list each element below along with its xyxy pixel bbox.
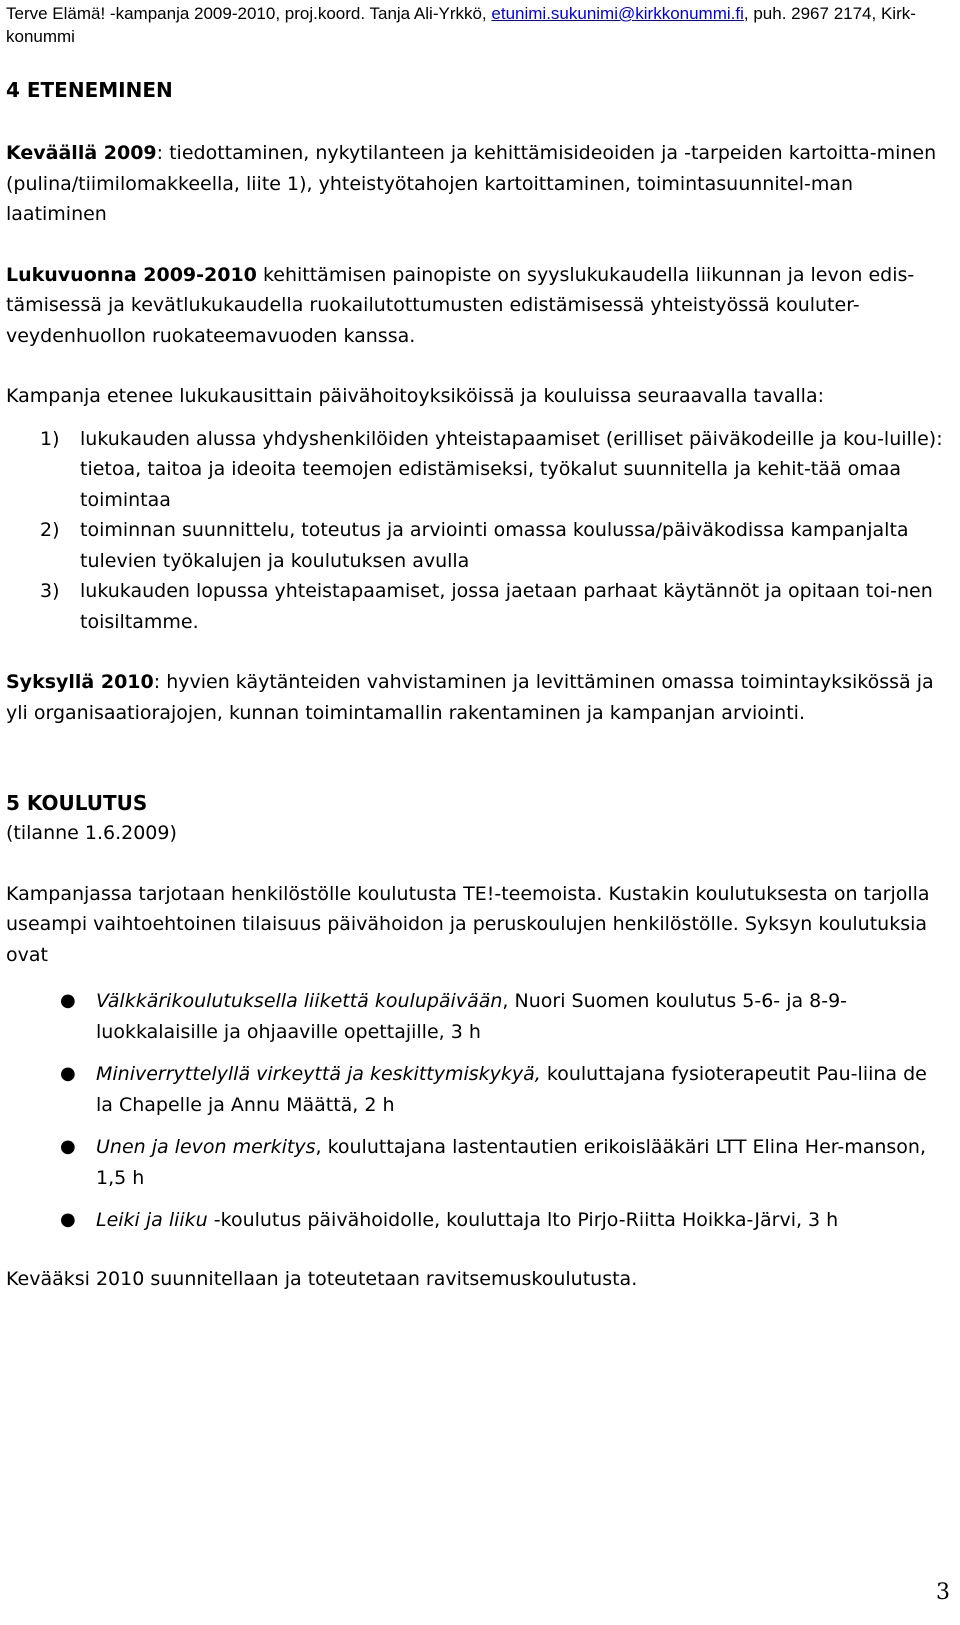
bullet-icon: ● xyxy=(60,1136,76,1157)
bullet-icon: ● xyxy=(60,990,76,1011)
list-item xyxy=(6,424,946,516)
training-list xyxy=(6,986,946,1236)
list-item xyxy=(6,515,946,576)
training-details: , Nuori Suomen koulutus 5-6- ja 8-9-luokkalaisille ja ohjaaville opettajille, 3 h xyxy=(96,990,848,1043)
section-heading-koulutus: 5 KOULUTUS xyxy=(6,791,148,815)
paragraph-autumn-2010 xyxy=(6,667,946,728)
paragraph-spring-2009 xyxy=(6,138,946,230)
step-text: lukukauden lopussa yhteistapaamiset, jossa jaetaan parhaat käytännöt ja opitaan toi-nen toisiltamme. xyxy=(80,580,933,633)
list-item xyxy=(6,1205,946,1236)
list-item xyxy=(6,1059,946,1120)
bullet-icon: ● xyxy=(60,1063,76,1084)
header-text-line2: konummi xyxy=(6,27,75,46)
step-number: 3) xyxy=(40,580,60,602)
paragraph-school-year xyxy=(6,260,946,352)
school-year-text: kehittämisen painopiste on syyslukukaudella liikunnan ja levon edis-tämisessä ja kevätlukukaudella ruokailutottumusten edistämisessä yhteistyössä kouluter-veydenhuollon ruokateemavuoden kanssa. xyxy=(6,263,915,347)
training-details: -koulutus päivähoidolle, kouluttaja lto Pirjo-Riitta Hoikka-Järvi, 3 h xyxy=(207,1209,839,1231)
training-title: Unen ja levon merkitys xyxy=(96,1136,316,1158)
header-text-phone: , puh. 2967 2174, Kirk- xyxy=(743,4,916,23)
status-date: (tilanne 1.6.2009) xyxy=(6,822,177,844)
page-number: 3 xyxy=(936,1580,950,1605)
training-title: Leiki ja liiku xyxy=(96,1209,208,1231)
autumn-text: : hyvien käytänteiden vahvistaminen ja levittäminen omassa toimintayksikössä ja yli organisaatiorajojen, kunnan toimintamallin rakentaminen ja kampanjan arviointi. xyxy=(6,671,934,724)
training-title: Välkkärikoulutuksella liikettä koulupäivään xyxy=(96,990,503,1012)
steps-list xyxy=(6,424,946,638)
step-number: 2) xyxy=(40,519,60,541)
training-title: Miniverryttelyllä virkeyttä ja keskittymiskykyä, xyxy=(96,1063,541,1085)
list-item xyxy=(6,986,946,1047)
spring-text: : tiedottaminen, nykytilanteen ja kehittämisideoiden ja -tarpeiden kartoitta-minen (pulina/tiimilomakkeella, liite 1), yhteistyötahojen kartoittaminen, toimintasuunnitel-man laatiminen xyxy=(6,142,937,225)
document-body xyxy=(6,72,946,1294)
autumn-label: Syksyllä 2010 xyxy=(6,671,154,693)
school-year-label: Lukuvuonna 2009-2010 xyxy=(6,263,257,286)
training-details: kouluttajana fysioterapeutit Pau-liina de la Chapelle ja Annu Määttä, 2 h xyxy=(96,1063,927,1116)
section-heading-eteneminen: 4 ETENEMINEN xyxy=(6,78,173,102)
email-link[interactable]: etunimi.sukunimi@kirkkonummi.fi xyxy=(491,4,744,23)
page-header xyxy=(6,2,946,48)
list-item xyxy=(6,1132,946,1193)
bullet-icon: ● xyxy=(60,1209,76,1230)
spring-label: Keväällä 2009 xyxy=(6,142,157,164)
header-text: Terve Elämä! -kampanja 2009-2010, proj.koord. Tanja Ali-Yrkkö, xyxy=(6,4,492,23)
step-number: 1) xyxy=(40,427,60,450)
paragraph-training-intro: Kampanjassa tarjotaan henkilöstölle koulutusta TE!-teemoista. Kustakin koulutuksesta on tarjolla useampi vaihtoehtoinen tilaisuus päivähoidon ja peruskoulujen henkilöstölle. Syksyn koulutuksia ovat xyxy=(6,882,930,966)
step-text: lukukauden alussa yhdyshenkilöiden yhteistapaamiset (erilliset päiväkodeille ja kou-luille): tietoa, taitoa ja ideoita teemojen edistämiseksi, työkalut suunnitella ja kehit-tää omaa toimintaa xyxy=(80,427,943,511)
paragraph-campaign-intro: Kampanja etenee lukukausittain päivähoitoyksiköissä ja kouluissa seuraavalla tavalla: xyxy=(6,385,824,407)
training-details: , kouluttajana lastentautien erikoislääkäri LTT Elina Her-manson, 1,5 h xyxy=(96,1136,927,1189)
step-text: toiminnan suunnittelu, toteutus ja arviointi omassa koulussa/päiväkodissa kampanjalta tulevien työkalujen ja koulutuksen avulla xyxy=(80,519,909,572)
list-item xyxy=(6,576,946,637)
paragraph-closing: Kevääksi 2010 suunnitellaan ja toteutetaan ravitsemuskoulutusta. xyxy=(6,1267,638,1290)
